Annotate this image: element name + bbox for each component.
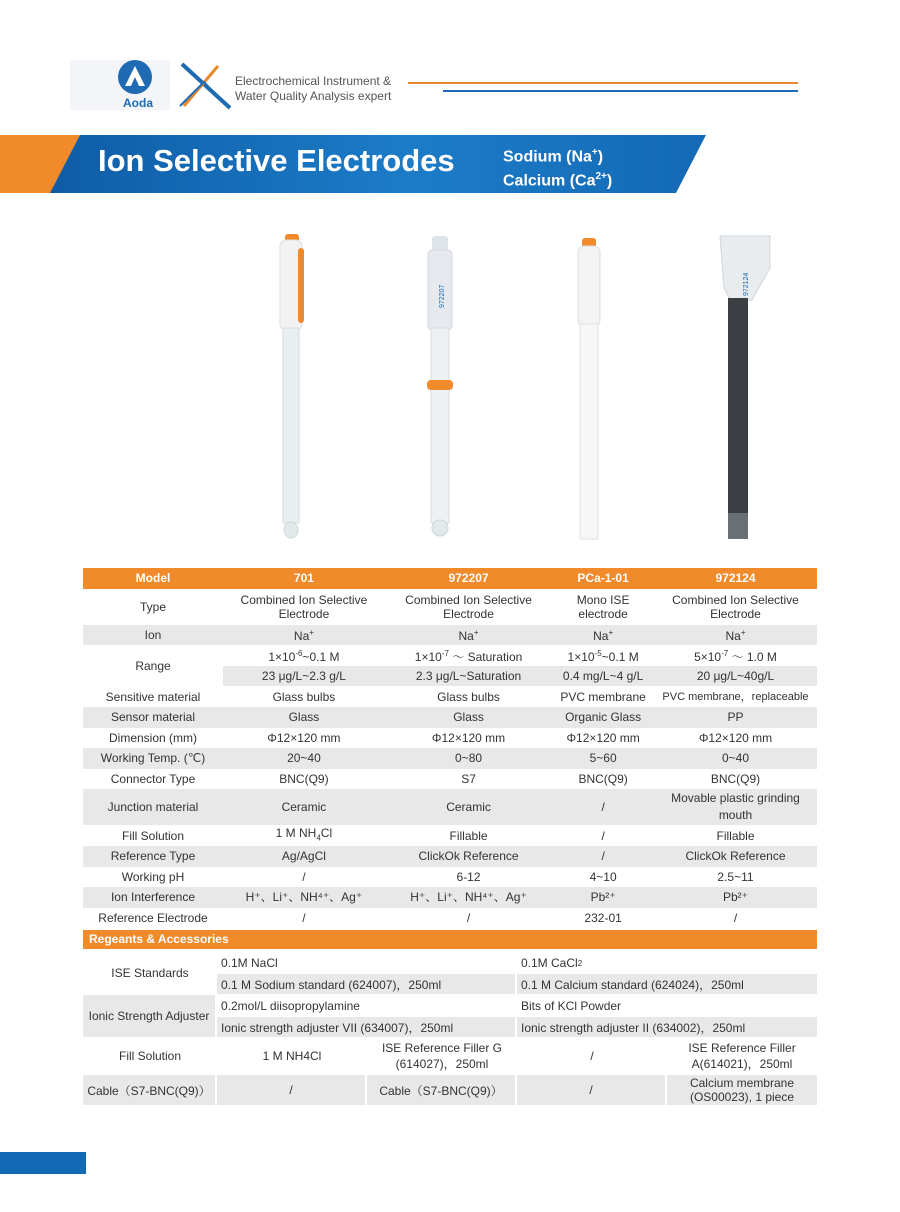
aoda-logo-icon (118, 60, 152, 94)
logo-text: Aoda (123, 96, 153, 110)
slogan-line-2: Water Quality Analysis expert (235, 89, 392, 103)
header-rule-orange (408, 82, 798, 84)
table-cell: Pb²⁺ (552, 887, 654, 908)
row-label: Fill Solution (83, 825, 223, 846)
table-cell: Organic Glass (552, 707, 654, 728)
row-label: Ion (83, 625, 223, 646)
svg-text:972124: 972124 (743, 272, 750, 296)
table-cell: Φ12×120 mm (223, 728, 385, 749)
table-cell: / (517, 1075, 665, 1105)
table-row (83, 707, 817, 728)
table-cell: PVC membrane (552, 686, 654, 707)
table-cell: Na+ (385, 625, 552, 646)
row-label: Sensitive material (83, 686, 223, 707)
table-cell: Fillable (654, 825, 817, 846)
subtitle-calcium: Calcium (Ca (503, 172, 596, 190)
table-cell: / (385, 908, 552, 929)
table-row (83, 825, 817, 846)
table-cell: 5~60 (552, 748, 654, 769)
table-row (83, 908, 817, 929)
row-label: Ionic Strength Adjuster (83, 995, 215, 1037)
table-cell: Combined Ion Selective Electrode (385, 589, 552, 625)
table-cell: / (223, 908, 385, 929)
table-row (83, 867, 817, 888)
table-cell: ISE Reference Filler G (614027)，250ml (367, 1038, 517, 1074)
table-cell: 0~80 (385, 748, 552, 769)
table-cell: Φ12×120 mm (385, 728, 552, 749)
table-cell: Combined Ion Selective Electrode (654, 589, 817, 625)
table-cell: Calcium membrane (OS00023), 1 piece (667, 1075, 817, 1105)
table-cell: Bits of KCl Powder (517, 995, 817, 1017)
table-cell: 0.1 M Sodium standard (624007)，250ml (217, 974, 515, 994)
table-cell: / (654, 908, 817, 929)
table-cell: H⁺、Li⁺、NH⁴⁺、Ag⁺ (385, 887, 552, 908)
header-cell: 972207 (385, 568, 552, 589)
table-row (83, 769, 817, 790)
table-cell: BNC(Q9) (552, 769, 654, 790)
table-cell: Glass (223, 707, 385, 728)
table-cell: PP (654, 707, 817, 728)
table-cell: / (223, 867, 385, 888)
row-label: Reference Electrode (83, 908, 223, 929)
table-row (83, 728, 817, 749)
table-cell: Glass (385, 707, 552, 728)
row-label: Reference Type (83, 846, 223, 867)
footer-page-tab (0, 1152, 86, 1174)
table-cell: Movable plastic grinding mouth (654, 789, 817, 825)
row-label: Junction material (83, 789, 223, 825)
row-label: Range (83, 645, 223, 686)
table-row (83, 589, 817, 625)
table-cell: PVC membrane，replaceable (654, 686, 817, 707)
table-cell: 6-12 (385, 867, 552, 888)
table-cell: 0.1 M Calcium standard (624024)，250ml (517, 974, 817, 994)
table-cell: Glass bulbs (223, 686, 385, 707)
table-cell: Φ12×120 mm (654, 728, 817, 749)
electrode-972207-icon (427, 236, 453, 536)
electrode-701-icon (280, 234, 304, 538)
table-cell: $5\times 10^{-7}$ ～ 1.0 M (654, 645, 817, 666)
header (70, 60, 400, 110)
table-cell: S7 (385, 769, 552, 790)
table-cell: $1\times 10^{-5}\sim 0.1$ M (552, 645, 654, 666)
row-label: Sensor material (83, 707, 223, 728)
table-row (83, 887, 817, 908)
row-label: ISE Standards (83, 952, 217, 994)
subtitle-sodium: Sodium (Na (503, 148, 592, 166)
table-cell: ISE Reference Filler A(614021)，250ml (667, 1038, 817, 1074)
sodium-charge: + (591, 147, 598, 158)
table-row (83, 748, 817, 769)
table-cell: / (552, 846, 654, 867)
table-row (83, 625, 817, 646)
table-cell: 20~40 (223, 748, 385, 769)
banner-subtitle: Sodium (Na+) Calcium $(Ca^{2+})$ (503, 147, 613, 190)
table-row (83, 686, 817, 707)
table-cell: 23 μg/L~2.3 g/L (223, 666, 385, 687)
table-cell: Ceramic (223, 789, 385, 825)
table-cell: 0.2mol/L diisopropylamine (217, 995, 517, 1017)
calcium-charge: 2+ (595, 171, 607, 183)
table-cell: Fillable (385, 825, 552, 846)
spec-table (83, 568, 817, 928)
table-cell: BNC(Q9) (223, 769, 385, 790)
table-cell: Na+ (552, 625, 654, 646)
table-cell: Ionic strength adjuster VII (634007)，250ml (217, 1017, 515, 1037)
table-cell: $1\times 10^{-6}\sim 0.1$ M (223, 645, 385, 666)
table-row (83, 645, 817, 666)
table-cell: / (517, 1038, 667, 1074)
table-cell: BNC(Q9) (654, 769, 817, 790)
electrode-972124-icon (720, 236, 770, 539)
table-cell: 20 μg/L~40g/L (654, 666, 817, 687)
header-cell: 972124 (654, 568, 817, 589)
header-cell: 701 (223, 568, 385, 589)
table-cell: Na+ (654, 625, 817, 646)
row-label: Cable（S7-BNC(Q9)） (83, 1075, 215, 1105)
row-label: Fill Solution (83, 1038, 217, 1074)
table-cell: Ag/AgCl (223, 846, 385, 867)
table-cell: 1 M $NH_4Cl$ (223, 825, 385, 846)
electrodes-illustration (230, 228, 830, 548)
table-cell: ClickOk Reference (654, 846, 817, 867)
table-cell: 4~10 (552, 867, 654, 888)
row-label: Ion Interference (83, 887, 223, 908)
table-cell: Pb²⁺ (654, 887, 817, 908)
table-cell: Ceramic (385, 789, 552, 825)
table-cell: Mono ISE electrode (552, 589, 654, 625)
table-row (83, 846, 817, 867)
table-cell: Φ12×120 mm (552, 728, 654, 749)
table-cell: 2.5~11 (654, 867, 817, 888)
table-cell: Na+ (223, 625, 385, 646)
electrode-pca-icon (578, 238, 600, 539)
x-mark-icon (178, 62, 236, 110)
row-label: Working pH (83, 867, 223, 888)
svg-text:972207: 972207 (439, 284, 446, 308)
slogan-line-1: Electrochemical Instrument & (235, 74, 392, 88)
row-label: Connector Type (83, 769, 223, 790)
table-cell: / (217, 1075, 365, 1105)
table-cell: H⁺、Li⁺、NH⁴⁺、Ag⁺ (223, 887, 385, 908)
table-cell: 232-01 (552, 908, 654, 929)
table-header-row (83, 568, 817, 589)
table-cell: ClickOk Reference (385, 846, 552, 867)
table-cell: Cable（S7-BNC(Q9)） (367, 1075, 515, 1105)
table-cell: Ionic strength adjuster II (634002)，250ml (517, 1017, 817, 1037)
table-cell: Combined Ion Selective Electrode (223, 589, 385, 625)
table-cell: 0.1M CaCl 2 (517, 952, 817, 974)
table-cell: Glass bulbs (385, 686, 552, 707)
table-cell: / (552, 825, 654, 846)
row-label: Type (83, 589, 223, 625)
table-cell: 1 M NH4Cl (217, 1038, 367, 1074)
table-cell: $1\times 10^{-7}$ ～ Saturation (385, 645, 552, 666)
row-label: Dimension (mm) (83, 728, 223, 749)
header-cell: Model (83, 568, 223, 589)
section-title-accessories: Regeants & Accessories (83, 930, 817, 949)
header-cell: PCa-1-01 (552, 568, 654, 589)
table-cell: 0.4 mg/L~4 g/L (552, 666, 654, 687)
page-title: Ion Selective Electrodes (98, 143, 455, 178)
table-cell: 0~40 (654, 748, 817, 769)
row-label: Working Temp. (℃) (83, 748, 223, 769)
table-cell: 2.3 μg/L~Saturation (385, 666, 552, 687)
table-cell: / (552, 789, 654, 825)
table-cell: 0.1M NaCl (217, 952, 517, 974)
table-row (83, 789, 817, 825)
header-rule-blue (443, 90, 798, 92)
slogan (235, 74, 391, 104)
